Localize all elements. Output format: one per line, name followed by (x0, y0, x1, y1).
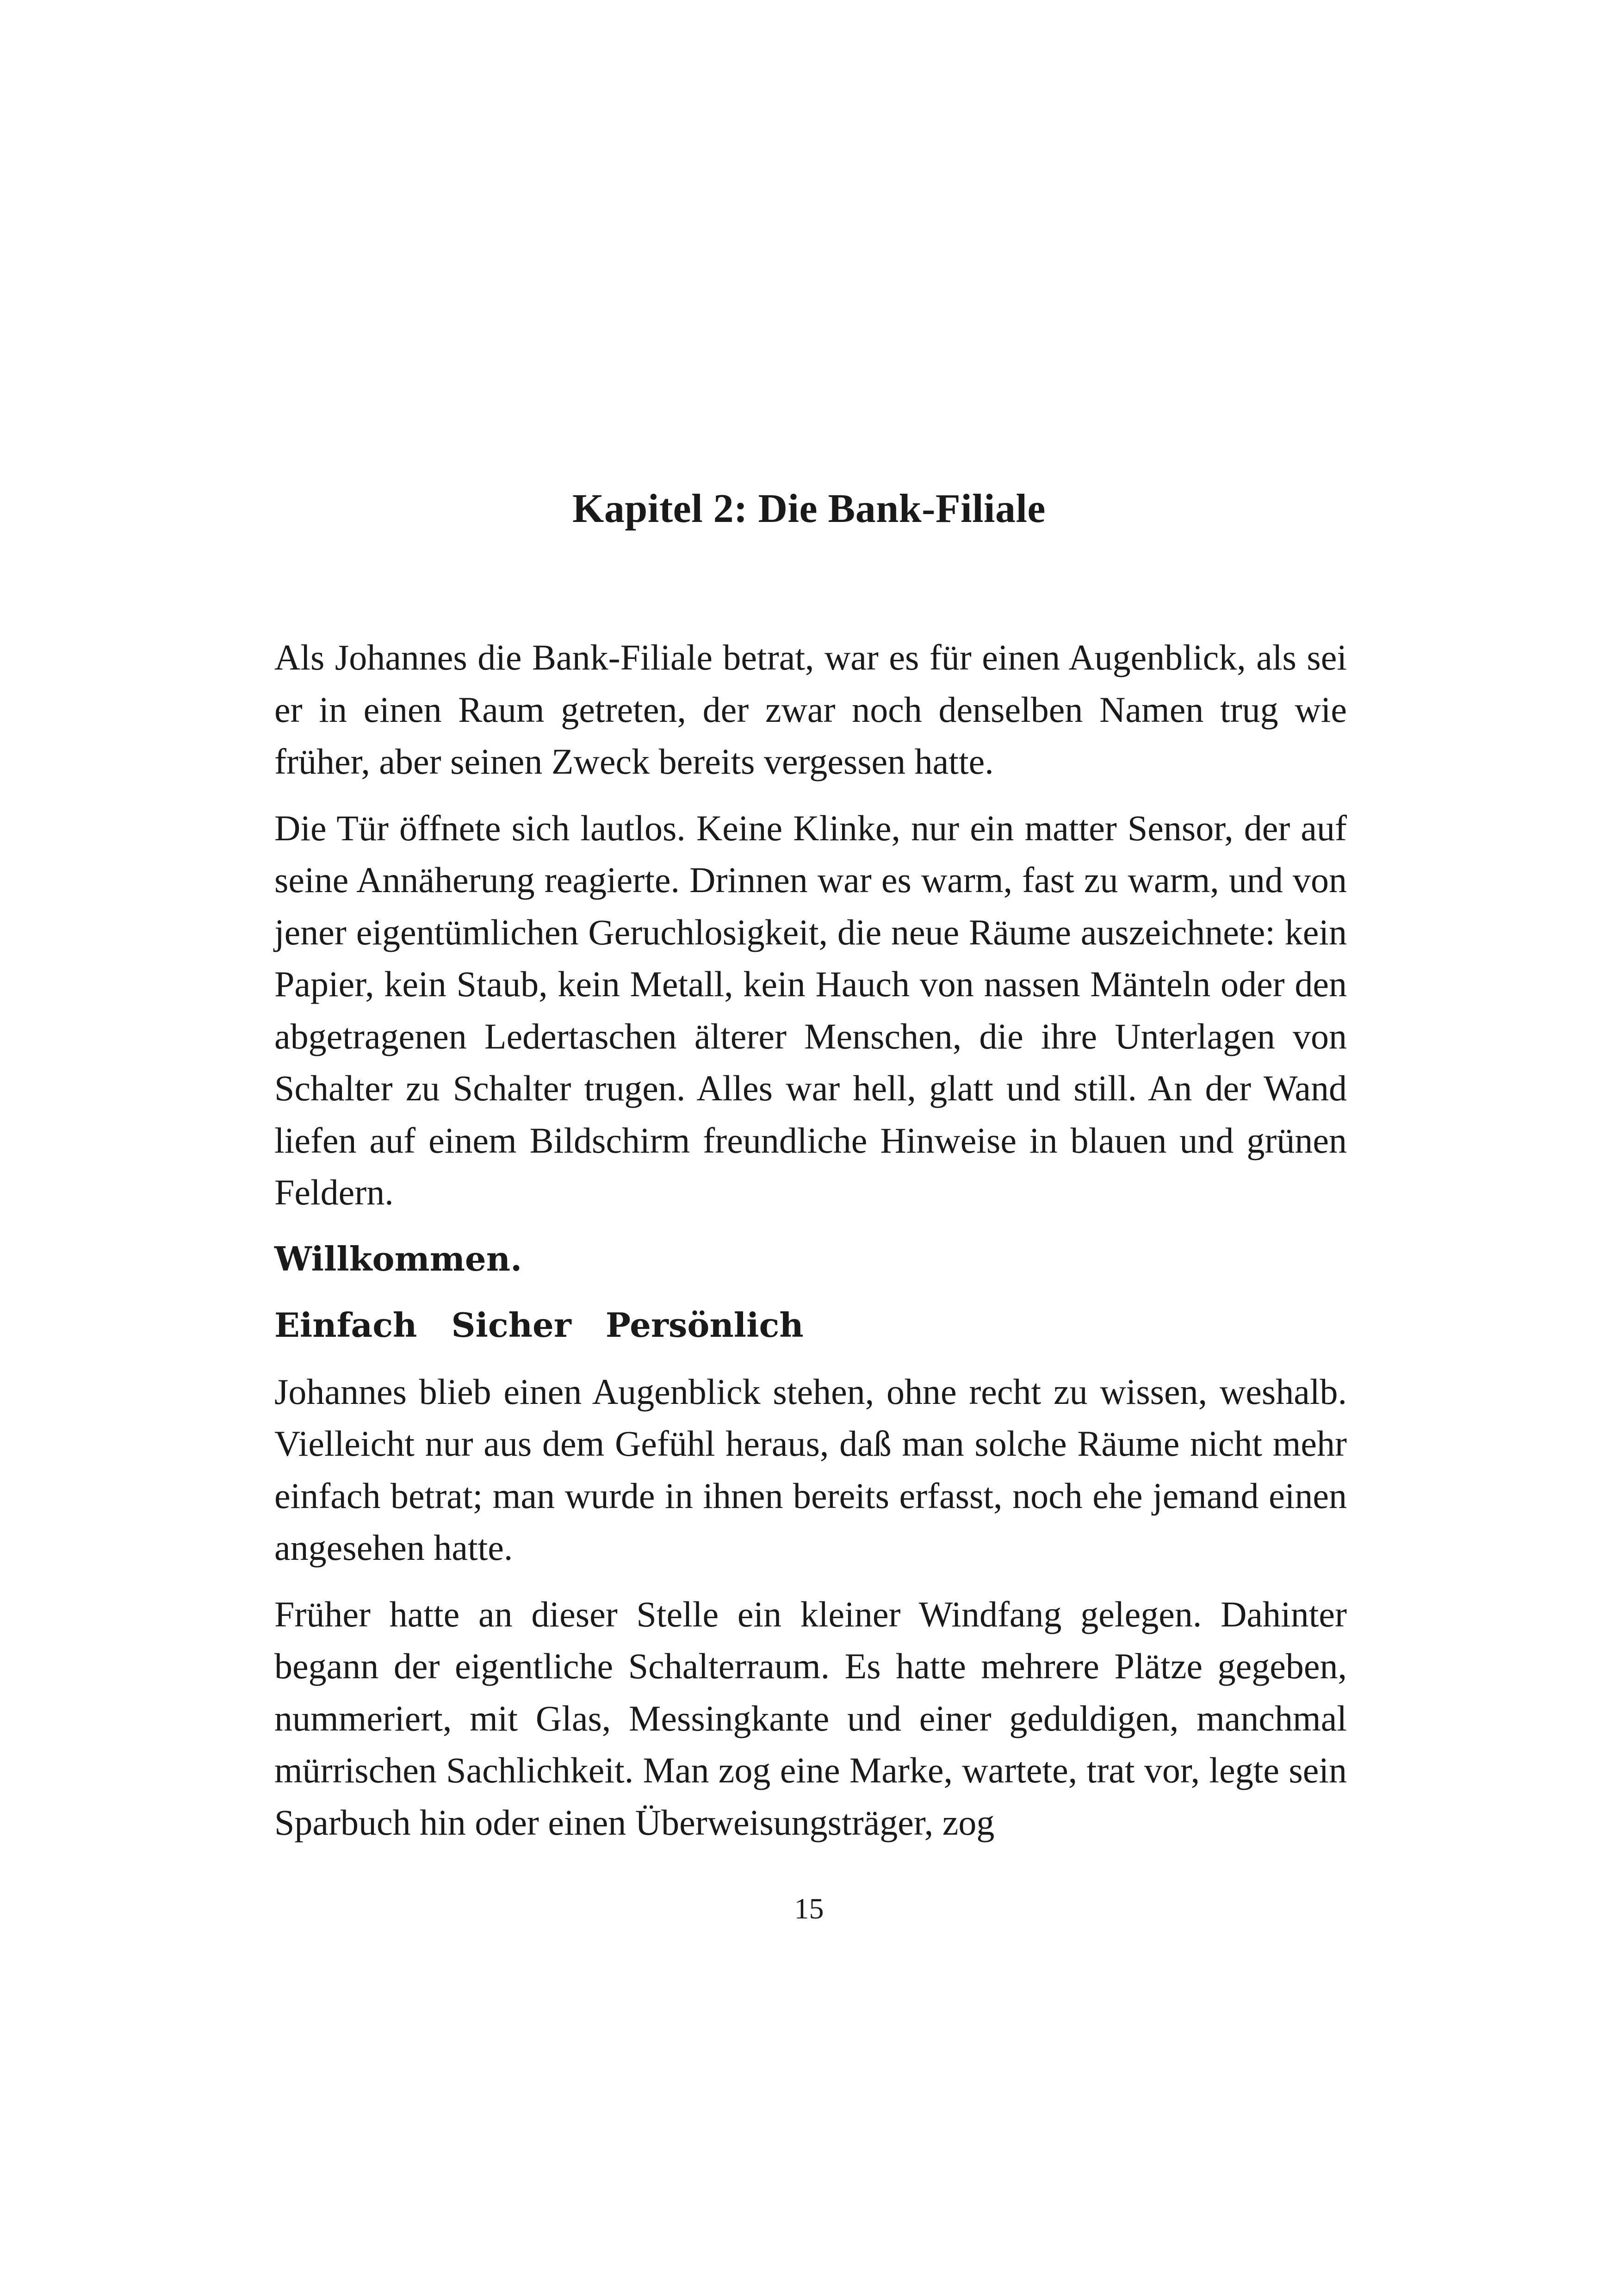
chapter-title: Kapitel 2: Die Bank-Filiale (572, 486, 1046, 531)
paragraph-1: Als Johannes die Bank-Filiale betrat, war es für einen Augenblick, als sei er in einen Raum getreten, der zwar noch denselben Namen trug wie früher, aber seinen Zweck bereits vergessen hatte. (274, 637, 1347, 782)
screen-slogan-text: Einfach Sicher Persönlich (274, 1305, 804, 1345)
paragraph-3: Johannes blieb einen Augenblick stehen, ohne recht zu wissen, weshalb. Vielleicht nur aus dem Gefühl heraus, daß man solche Räume nicht mehr einfach betrat; man wurde in ihnen bereits erfasst, noch ehe jemand einen angesehen hatte. (274, 1371, 1347, 1568)
paragraph-2: Die Tür öffnete sich lautlos. Keine Klinke, nur ein matter Sensor, der auf seine Annäherung reagierte. Drinnen war es warm, fast zu warm, und von jener eigentümlichen Geruchlosigkeit, die neue Räume auszeichnete: kein Papier, kein Staub, kein Metall, kein Hauch von nassen Mänteln oder den abgetragenen Ledertaschen älterer Menschen, die ihre Unterlagen von Schalter zu Schalter trugen. Alles war hell, glatt und still. An der Wand liefen auf einem Bildschirm freundliche Hinweise in blauen und grünen Feldern. (274, 807, 1347, 1212)
screen-welcome-text: Willkommen. (274, 1239, 522, 1278)
page-number: 15 (794, 1892, 824, 1925)
paragraph-4: Früher hatte an dieser Stelle ein kleiner Windfang gelegen. Dahinter begann der eigentliche Schalterraum. Es hatte mehrere Plätze gegeben, nummeriert, mit Glas, Messingkante und einer geduldigen, manchmal mürrischen Sachlichkeit. Man zog eine Marke, wartete, trat vor, legte sein Sparbuch hin oder einen Überweisungsträger, zog (274, 1594, 1347, 1843)
body-text (274, 632, 1347, 1863)
